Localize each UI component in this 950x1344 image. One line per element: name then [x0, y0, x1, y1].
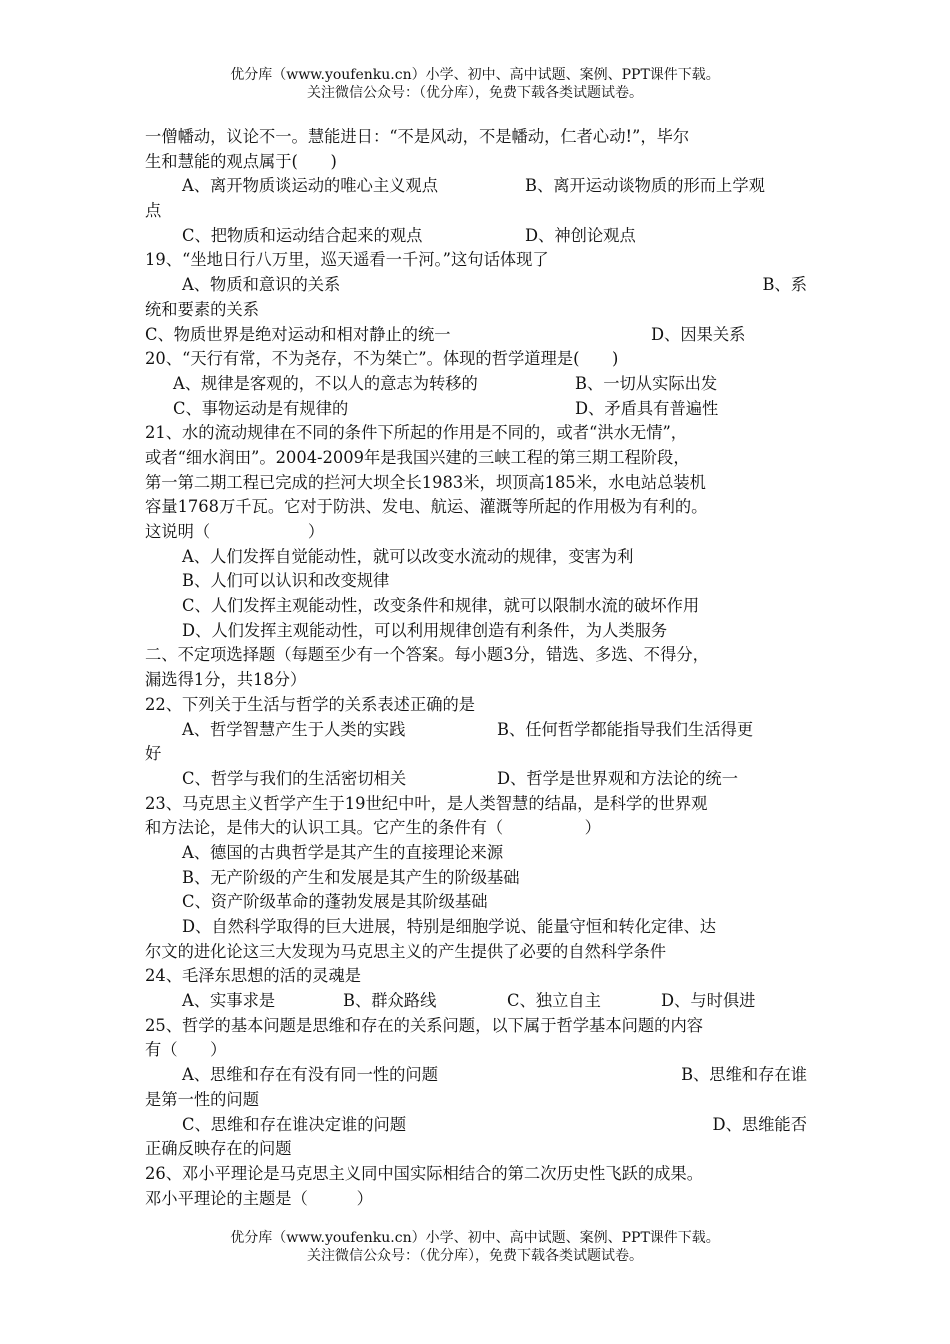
q18-option-c: C、把物质和运动结合起来的观点 [182, 225, 423, 245]
q21-stem-line-5: 这说明（ ） [145, 522, 325, 541]
q18-options-cd [145, 224, 807, 249]
q25-option-d: D、思维能否 [712, 1114, 807, 1134]
q22-option-c: C、哲学与我们的生活密切相关 [182, 768, 407, 788]
q20-option-b: B、一切从实际出发 [575, 373, 718, 393]
q19-option-c: C、物质世界是绝对运动和相对静止的统一 [145, 324, 451, 344]
q21-option-a: A、人们发挥自觉能动性，就可以改变水流动的规律，变害为利 [182, 546, 634, 566]
q25-option-d-wrap: 正确反映存在的问题 [145, 1139, 292, 1159]
q22-options-cd [145, 767, 807, 792]
q19-stem: 19、“坐地日行八万里，巡天遥看一千河。”这句话体现了 [145, 250, 549, 270]
q24-option-c: C、独立自主 [507, 991, 601, 1011]
q18-stem-line-1: 一僧幡动，议论不一。慧能进日：“不是风动，不是幡动，仁者心动!”，毕尔 [145, 127, 690, 146]
q21-stem-line-2: 或者“细水润田”。2004-2009年是我国兴建的三峡工程的第三期工程阶段， [145, 447, 690, 467]
header-line-2: 关注微信公众号：（优分库），免费下载各类试题试卷。 [307, 85, 643, 101]
q21-stem-line-1: 21、水的流动规律在不同的条件下所起的作用是不同的，或者“洪水无情”， [145, 423, 688, 443]
q21-option-d: D、人们发挥主观能动性，可以利用规律创造有利条件，为人类服务 [182, 620, 668, 640]
q25-option-c: C、思维和存在谁决定谁的问题 [182, 1114, 407, 1134]
q19-option-b: B、系 [762, 275, 807, 295]
q21-option-c: C、人们发挥主观能动性，改变条件和规律，就可以限制水流的破坏作用 [182, 596, 700, 616]
q23-option-b: B、无产阶级的产生和发展是其产生的阶级基础 [182, 867, 520, 887]
q25-stem-line-1: 25、哲学的基本问题是思维和存在的关系问题，以下属于哲学基本问题的内容 [145, 1015, 704, 1035]
q26-stem-line-2: 邓小平理论的主题是（ ） [145, 1188, 373, 1208]
q20-options-ab [145, 372, 807, 397]
q24-stem: 24、毛泽东思想的活的灵魂是 [145, 966, 362, 986]
header-line-1: 优分库（www.youfenku.cn）小学、初中、高中试题、案例、PPT课件下载。 [230, 67, 720, 83]
q25-stem-line-2: 有（ ） [145, 1040, 227, 1060]
q19-options-cd [145, 323, 807, 348]
q18-stem-line-2: 生和慧能的观点属于( ) [145, 151, 337, 171]
q22-options-ab [145, 718, 807, 743]
q22-option-b: B、任何哲学都能指导我们生活得更 [497, 719, 754, 739]
q25-options-cd [145, 1113, 807, 1138]
q18-option-b-wrap: 点 [145, 201, 162, 221]
q20-stem: 20、“天行有常，不为尧存，不为桀亡”。体现的哲学道理是( ) [145, 349, 619, 369]
q25-option-b-wrap: 是第一性的问题 [145, 1089, 259, 1109]
q23-option-d: D、自然科学取得的巨大进展，特别是细胞学说、能量守恒和转化定律、达 [182, 917, 717, 936]
q20-option-c: C、事物运动是有规律的 [173, 398, 349, 418]
q24-option-b: B、群众路线 [343, 991, 437, 1011]
q22-stem: 22、下列关于生活与哲学的关系表述正确的是 [145, 694, 476, 714]
q19-option-a: A、物质和意识的关系 [182, 275, 341, 295]
section-2-heading-line-2: 漏选得1分，共18分） [145, 670, 307, 690]
page-header [0, 66, 950, 102]
q20-option-d: D、矛盾具有普遍性 [575, 398, 719, 418]
q23-option-c: C、资产阶级革命的蓬勃发展是其阶级基础 [182, 892, 488, 912]
q23-stem-line-2: 和方法论，是伟大的认识工具。它产生的条件有（ ） [145, 818, 601, 838]
q21-stem-line-4: 容量1768万千瓦。它对于防洪、发电、航运、灌溉等所起的作用极为有利的。 [145, 497, 708, 517]
q20-options-cd [145, 397, 807, 422]
q26-stem-line-1: 26、邓小平理论是马克思主义同中国实际相结合的第二次历史性飞跃的成果。 [145, 1163, 704, 1183]
q18-option-a: A、离开物质谈运动的唯心主义观点 [182, 176, 438, 196]
q19-option-b-wrap: 统和要素的关系 [145, 299, 259, 319]
q23-option-a: A、德国的古典哲学是其产生的直接理论来源 [182, 842, 504, 862]
q23-option-d-wrap: 尔文的进化论这三大发现为马克思主义的产生提供了必要的自然科学条件 [145, 941, 667, 961]
q22-option-d: D、哲学是世界观和方法论的统一 [497, 768, 738, 788]
footer-line-1: 优分库（www.youfenku.cn）小学、初中、高中试题、案例、PPT课件下载。 [230, 1230, 720, 1246]
q18-option-b: B、离开运动谈物质的形而上学观 [525, 176, 765, 196]
q25-options-ab [145, 1063, 807, 1088]
page-footer [0, 1229, 950, 1265]
footer-line-2: 关注微信公众号：（优分库），免费下载各类试题试卷。 [307, 1248, 643, 1264]
q24-options [145, 989, 807, 1014]
q18-options-ab [145, 174, 807, 199]
q25-option-a: A、思维和存在有没有同一性的问题 [182, 1065, 438, 1085]
q23-stem-line-1: 23、马克思主义哲学产生于19世纪中叶，是人类智慧的结晶，是科学的世界观 [145, 793, 708, 813]
q25-option-b: B、思维和存在谁 [681, 1065, 807, 1085]
exam-content [145, 125, 807, 1211]
q22-option-b-wrap: 好 [145, 744, 162, 764]
q18-option-d: D、神创论观点 [525, 225, 636, 245]
q24-option-a: A、实事求是 [182, 991, 276, 1011]
q21-option-b: B、人们可以认识和改变规律 [182, 571, 390, 591]
q19-option-d: D、因果关系 [651, 324, 746, 344]
q22-option-a: A、哲学智慧产生于人类的实践 [182, 719, 406, 739]
q19-options-ab [145, 273, 807, 298]
q21-stem-line-3: 第一第二期工程已完成的拦河大坝全长1983米，坝顶高185米，水电站总装机 [145, 472, 706, 492]
section-2-heading-line-1: 二、不定项选择题（每题至少有一个答案。每小题3分，错选、多选、不得分， [145, 645, 709, 665]
q20-option-a: A、规律是客观的，不以人的意志为转移的 [173, 373, 478, 393]
q24-option-d: D、与时俱进 [661, 991, 756, 1011]
